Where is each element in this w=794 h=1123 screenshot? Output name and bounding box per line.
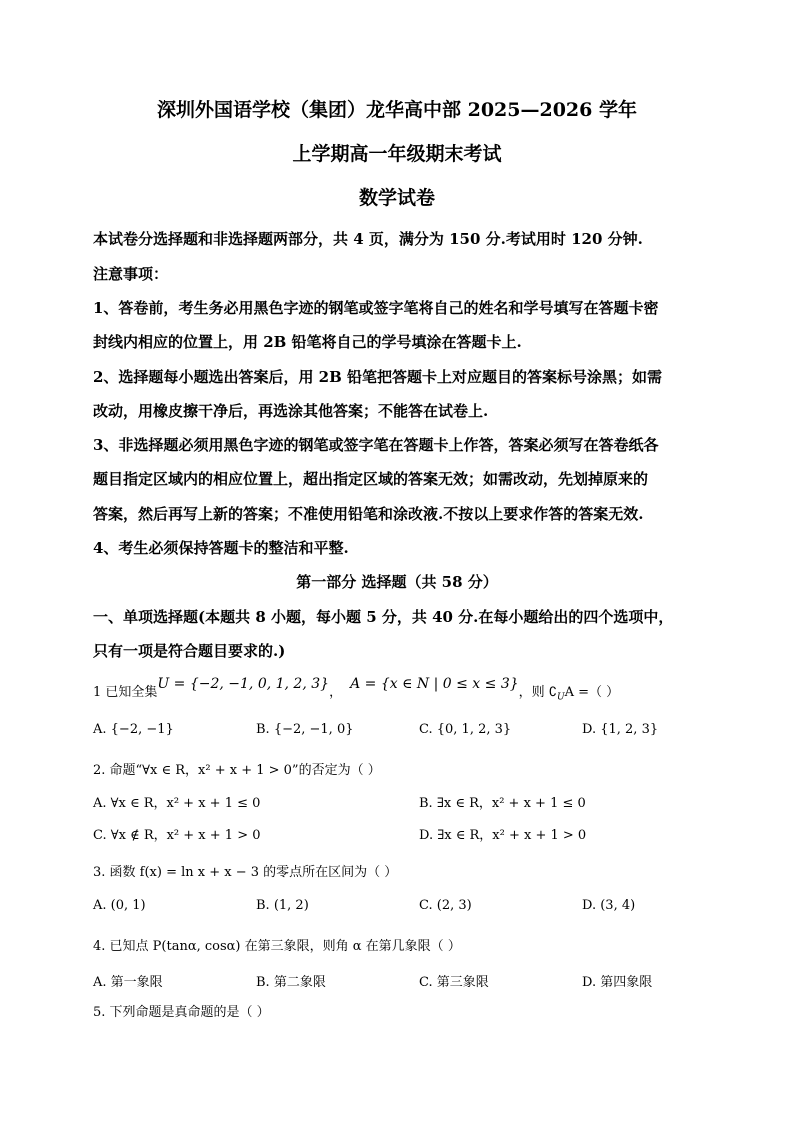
- q4-option-d[interactable]: D. 第四象限: [582, 975, 653, 990]
- q1-option-d[interactable]: D. {1, 2, 3}: [582, 722, 659, 737]
- q1-complement-sub: U: [557, 692, 565, 703]
- note-line: 4、考生必须保持答题卡的整洁和平整.: [93, 539, 349, 557]
- q2-option-d[interactable]: D. ∃x ∈ R，x² + x + 1 > 0: [419, 828, 587, 843]
- q4-option-a[interactable]: A. 第一象限: [93, 975, 163, 990]
- intro-text: 本试卷分选择题和非选择题两部分，共 4 页，满分为 150 分.考试用时 120 分钟.: [93, 230, 643, 248]
- note-line: 改动，用橡皮擦干净后，再选涂其他答案；不能答在试卷上.: [93, 402, 489, 420]
- note-line: 答案，然后再写上新的答案；不准使用铅笔和涂改液.不按以上要求作答的答案无效.: [93, 505, 644, 523]
- note-line: 1、答卷前，考生务必用黑色字迹的钢笔或签字笔将自己的姓名和学号填写在答题卡密: [93, 299, 659, 317]
- question-2-stem: 2. 命题“∀x ∈ R，x² + x + 1 > 0”的否定为（ ）: [93, 763, 381, 778]
- q2-option-a[interactable]: A. ∀x ∈ R，x² + x + 1 ≤ 0: [93, 796, 261, 811]
- note-line: 封线内相应的位置上，用 2B 铅笔将自己的学号填涂在答题卡上.: [93, 333, 522, 351]
- q1-stem-pre: 1 已知全集: [93, 685, 158, 700]
- note-line: 2、选择题每小题选出答案后，用 2B 铅笔把答题卡上对应题目的答案标号涂黑；如需: [93, 368, 663, 386]
- q1-stem-post: ，则 ∁: [518, 685, 558, 700]
- question-5-stem: 5. 下列命题是真命题的是（ ）: [93, 1005, 270, 1020]
- part-heading-cont: 只有一项是符合题目要求的.): [93, 642, 286, 660]
- q1-option-c[interactable]: C. {0, 1, 2, 3}: [419, 722, 512, 737]
- q1-sep: ，: [329, 685, 343, 700]
- exam-title-line1: 深圳外国语学校（集团）龙华高中部 2025—2026 学年: [157, 99, 637, 121]
- q2-option-c[interactable]: C. ∀x ∉ R，x² + x + 1 > 0: [93, 828, 261, 843]
- q4-option-c[interactable]: C. 第三象限: [419, 975, 489, 990]
- q1-option-b[interactable]: B. {−2, −1, 0}: [256, 722, 354, 737]
- note-line: 3、非选择题必须用黑色字迹的钢笔或签字笔在答题卡上作答，答案必须写在答卷纸各: [93, 436, 659, 454]
- section-title: 第一部分 选择题（共 58 分）: [296, 573, 498, 591]
- question-3-stem: 3. 函数 f(x) = ln x + x − 3 的零点所在区间为（ ）: [93, 865, 398, 880]
- q1-option-a[interactable]: A. {−2, −1}: [93, 722, 174, 737]
- q2-option-b[interactable]: B. ∃x ∈ R，x² + x + 1 ≤ 0: [419, 796, 586, 811]
- question-4-stem: 4. 已知点 P(tanα, cosα) 在第三象限，则角 α 在第几象限（ ）: [93, 939, 461, 954]
- q4-option-b[interactable]: B. 第二象限: [256, 975, 326, 990]
- q1-math-universal-set: U = {−2, −1, 0, 1, 2, 3}: [157, 676, 330, 692]
- q3-option-a[interactable]: A. (0, 1): [93, 898, 146, 913]
- question-1-stem: [93, 676, 620, 703]
- q3-option-d[interactable]: D. (3, 4): [582, 898, 636, 913]
- part-heading: 一、单项选择题(本题共 8 小题，每小题 5 分，共 40 分.在每小题给出的四个选项中，: [93, 608, 674, 626]
- q3-option-c[interactable]: C. (2, 3): [419, 898, 472, 913]
- note-line: 题目指定区域内的相应位置上，超出指定区域的答案无效；如需改动，先划掉原来的: [93, 470, 649, 488]
- exam-title-line2: 上学期高一年级期末考试: [292, 143, 502, 165]
- exam-title-line3: 数学试卷: [358, 187, 435, 209]
- notes-heading: 注意事项：: [93, 265, 169, 283]
- q1-stem-end: A =（ ）: [564, 685, 620, 700]
- q1-math-set-a: A = {x ∈ N | 0 ≤ x ≤ 3}: [350, 676, 519, 692]
- q3-option-b[interactable]: B. (1, 2): [256, 898, 309, 913]
